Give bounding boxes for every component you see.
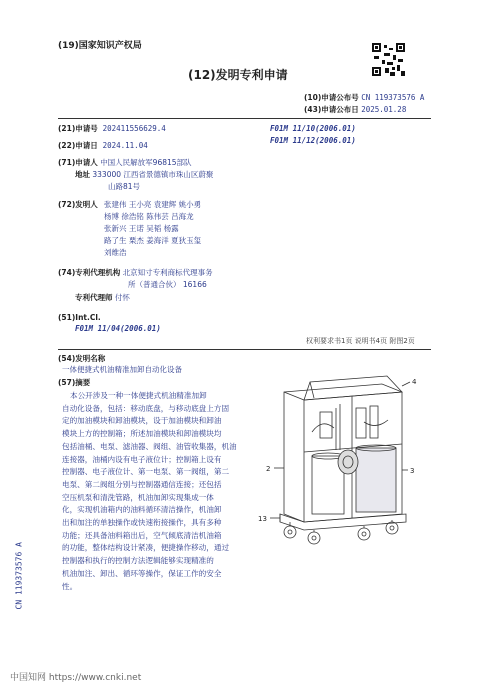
side-pub-no-text: CN 119373576 A bbox=[14, 542, 24, 610]
abstract-line: 包括油桶、电泵、滤油器、阀组、油管收集器，机油 bbox=[62, 441, 237, 451]
inventor-line: 杨博 徐浩铭 陈伟芸 吕海龙 bbox=[104, 212, 194, 221]
footer-cnki[interactable]: 中国知网 https://www.cnki.net bbox=[10, 673, 142, 683]
abstract-line: 性。 bbox=[62, 581, 78, 591]
agent: 付怀 bbox=[114, 293, 130, 302]
device-drawing bbox=[252, 372, 422, 552]
office-name: (19)国家知识产权局 bbox=[58, 41, 142, 51]
applicant-label: (71)申请人 bbox=[58, 158, 98, 167]
abstract-line: 功能；还具备油料箱出后，空气倾底清洁机油箱 bbox=[62, 530, 222, 540]
intcl-label: (51)Int.Cl. bbox=[58, 313, 101, 322]
qr-code-icon bbox=[372, 43, 405, 76]
inventor-line: 张新兴 王诺 吴韬 杨露 bbox=[104, 224, 179, 233]
abstract-line: 模块上方的控制箱；所述加油模块和卸油模块均 bbox=[62, 429, 222, 439]
pages-info: 权利要求书1页 说明书4页 附图2页 bbox=[306, 337, 415, 345]
abstract-line: 电泵、第二阀组分别与控制器通信连接；还包括 bbox=[62, 479, 222, 489]
section-divider bbox=[58, 349, 431, 350]
app-date-label: (22)申请日 bbox=[58, 141, 98, 150]
agent-label: 专利代理师 bbox=[75, 293, 113, 302]
address-label: 地址 bbox=[75, 170, 90, 179]
agency-line-2: 所（普通合伙） 16166 bbox=[128, 280, 207, 289]
ipc-code-2: F01M 11/12(2006.01) bbox=[270, 136, 356, 145]
figure-label: 4 bbox=[412, 378, 417, 386]
abstract-line: 连接器，油桶内设有电子液位计；控制箱上设有 bbox=[62, 454, 222, 464]
abstract-line: 空压机泵和清洗管路，机油加卸实现集成一体 bbox=[62, 492, 214, 502]
abstract-line: 的功能，整体结构设计紧凑，便捷操作移动，通过 bbox=[62, 543, 230, 553]
document-type: (12)发明专利申请 bbox=[188, 68, 288, 82]
app-no: 202411556629.4 bbox=[102, 124, 166, 133]
ipc-code-1: F01M 11/10(2006.01) bbox=[270, 124, 356, 133]
address-line-2: 山路81号 bbox=[108, 182, 141, 191]
pub-date: 2025.01.28 bbox=[361, 105, 407, 114]
pub-date-label: (43)申请公布日 bbox=[304, 105, 359, 114]
figure-label: 2 bbox=[266, 465, 271, 473]
invention-title: 一体便捷式机油精准加卸自动化设备 bbox=[62, 365, 182, 374]
abstract-line: 自动化设备，包括：移动底盘，与移动底盘上方固 bbox=[62, 403, 230, 413]
side-pub-no bbox=[12, 520, 24, 610]
abstract-line: 控制器和执行的控制方法逻辑能够实现精准的 bbox=[62, 556, 214, 566]
abstract-text bbox=[62, 390, 240, 593]
address-line-1: 333000 江西省景德镇市珠山区蔚聚 bbox=[92, 170, 214, 179]
inventor-line: 张建伟 王小亮 袁建辉 姚小勇 bbox=[104, 200, 202, 209]
abstract-line: 机油加注、卸出、循环等操作，保证工作的安全 bbox=[62, 568, 222, 578]
inventor-line: 路了生 栗杰 姜海洋 夏狄玉玺 bbox=[104, 236, 202, 245]
figure-label: 13 bbox=[258, 515, 267, 523]
abstract-label: (57)摘要 bbox=[58, 378, 91, 387]
abstract-line: 本公开涉及一种一体便捷式机油精准加卸 bbox=[70, 391, 207, 400]
app-date: 2024.11.04 bbox=[102, 141, 148, 150]
app-no-label: (21)申请号 bbox=[58, 124, 98, 133]
figure-label: 3 bbox=[410, 467, 415, 475]
abstract-line: 化，实现机油箱内的油料循环清洁操作，机油卸 bbox=[62, 505, 222, 515]
applicant: 中国人民解放军96815部队 bbox=[100, 158, 192, 167]
abstract-line: 出和加注的单独操作或快速衔接操作，具有多种 bbox=[62, 518, 222, 528]
inventor-line: 刘维浩 bbox=[104, 248, 127, 257]
pub-no-label: (10)申请公布号 bbox=[304, 93, 359, 102]
agency-label: (74)专利代理机构 bbox=[58, 268, 121, 277]
header-divider bbox=[58, 118, 431, 119]
abstract-line: 控制器、电子液位计、第一电泵、第一阀组，第二 bbox=[62, 467, 230, 477]
pub-no: CN 119373576 A bbox=[361, 93, 425, 102]
inventors-label: (72)发明人 bbox=[58, 200, 98, 209]
agency-line-1: 北京知寸专利商标代理事务 bbox=[122, 268, 213, 277]
title-label: (54)发明名称 bbox=[58, 354, 106, 363]
intcl-code: F01M 11/04(2006.01) bbox=[75, 324, 161, 333]
abstract-line: 定的加油模块和卸油模块，设于加油模块和卸油 bbox=[62, 416, 222, 426]
